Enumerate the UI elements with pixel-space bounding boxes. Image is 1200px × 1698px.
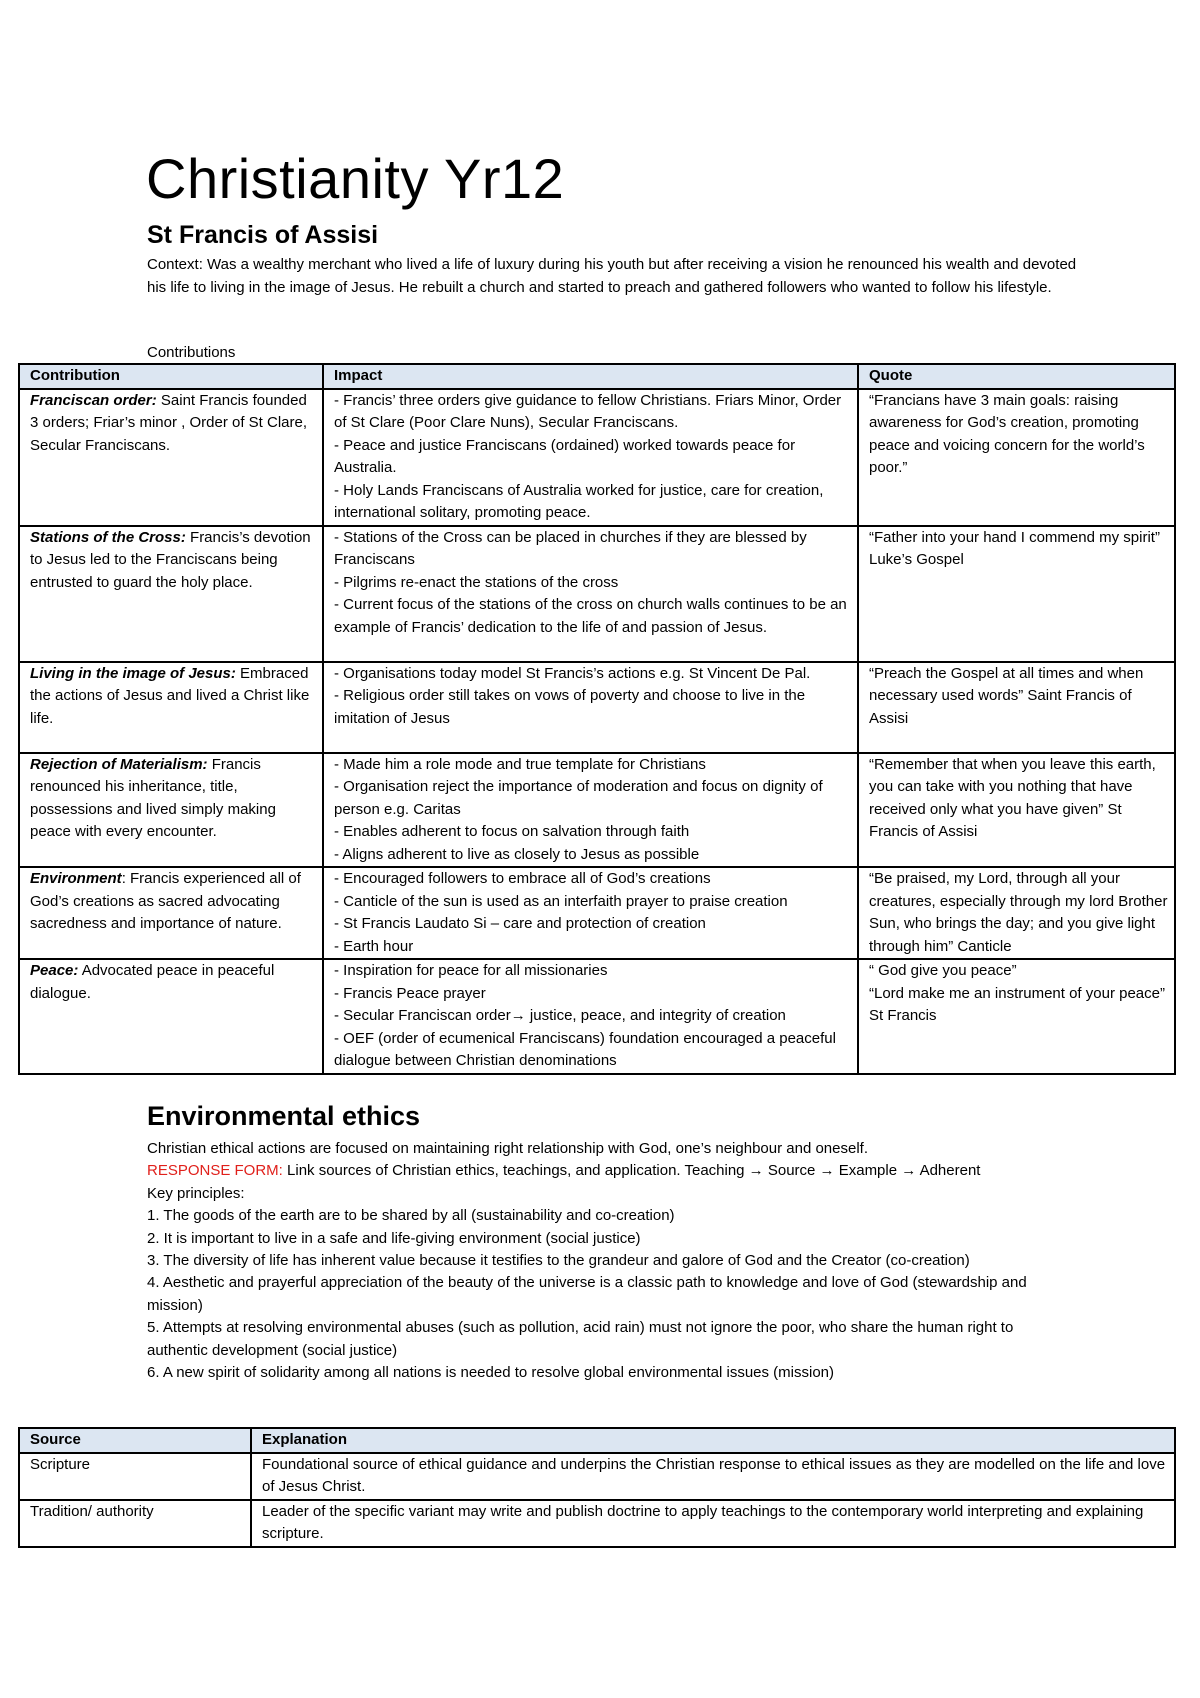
contribution-cell (19, 526, 323, 662)
key-principles-label: Key principles: (147, 1184, 245, 1202)
impact-line: - Organisation reject the importance of moderation and focus on dignity of person e.g. Caritas (334, 778, 823, 818)
quote-line: “Remember that when you leave this earth, you can take with you nothing that have received only what you have given” St Francis of Assisi (869, 755, 1156, 840)
impact-cell (323, 662, 858, 753)
table-row (19, 526, 1175, 662)
impact-cell (323, 959, 858, 1074)
response-form-line (147, 1160, 1077, 1182)
contribution-lead: Peace: (30, 962, 79, 979)
contribution-lead: Environment (30, 870, 122, 887)
section-title-environmental-ethics: Environmental ethics (147, 1101, 421, 1131)
contribution-text: : Francis experienced all of God’s creations as sacred advocating sacredness and importance of nature. (30, 870, 301, 932)
contributions-label: Contributions (147, 344, 236, 361)
impact-line: - Pilgrims re-enact the stations of the cross (334, 573, 619, 591)
contribution-text: Advocated peace in peaceful dialogue. (30, 962, 275, 1002)
contribution-lead: Living in the image of Jesus: (30, 664, 236, 682)
context-paragraph: Context: Was a wealthy merchant who lived a life of luxury during his youth but after receiving a vision he renounced his wealth and devoted his life to living in the image of Jesus. He rebuilt a church and started to preach and gathered followers who wanted to follow his lifestyle. (147, 256, 1077, 296)
impact-line: - Francis’ three orders give guidance to fellow Christians. Friars Minor, Order of St Clare (Poor Clare Nuns), Secular Franciscans. (334, 391, 842, 431)
environmental-ethics-body (147, 1138, 1077, 1384)
table-header-row (19, 364, 1175, 389)
impact-cell (323, 389, 858, 526)
header-contribution: Contribution (19, 364, 323, 389)
quote-cell (858, 526, 1175, 662)
contribution-cell (19, 753, 323, 868)
contribution-text: Saint Francis founded 3 orders; Friar’s minor , Order of St Clare, Secular Franciscans. (30, 391, 308, 454)
table-row (19, 662, 1175, 753)
contribution-lead: Franciscan order: (30, 391, 157, 409)
contributions-table (18, 363, 1176, 1075)
source-table (18, 1427, 1176, 1548)
impact-cell (323, 526, 858, 662)
response-form-text: Link sources of Christian ethics, teachings, and application. Teaching → Source → Example → Adherent (282, 1162, 981, 1180)
impact-line: - Peace and justice Franciscans (ordained) worked towards peace for Australia. (334, 436, 796, 476)
principle-item: 6. A new spirit of solidarity among all nations is needed to resolve global environmental issues (mission) (147, 1364, 835, 1382)
header-source: Source (19, 1428, 251, 1453)
intro-text: Christian ethical actions are focused on maintaining right relationship with God, one’s neighbour and oneself. (147, 1140, 868, 1157)
quote-line: “ God give you peace” (869, 962, 1017, 979)
principle-item: 1. The goods of the earth are to be shared by all (sustainability and co-creation) (147, 1207, 675, 1225)
table-row (19, 1453, 1175, 1500)
impact-line: - Organisations today model St Francis’s actions e.g. St Vincent De Pal. (334, 664, 811, 682)
impact-cell (323, 867, 858, 959)
quote-line: “Preach the Gospel at all times and when necessary used words” Saint Francis of Assisi (869, 664, 1144, 727)
quote-cell (858, 959, 1175, 1074)
contribution-text: Francis renounced his inheritance, title, possessions and lived simply making peace with every encounter. (30, 755, 276, 840)
impact-line: - St Francis Laudato Si – care and protection of creation (334, 915, 706, 932)
impact-line: - Current focus of the stations of the cross on church walls continues to be an example of Francis’ dedication to the life of and passion of Jesus. (334, 596, 847, 636)
quote-line: “Be praised, my Lord, through all your creatures, especially through my lord Brother Sun, who brings the day; and you give light through him” Canticle (869, 870, 1168, 955)
impact-line: - Enables adherent to focus on salvation through faith (334, 823, 690, 840)
contribution-lead: Stations of the Cross: (30, 528, 186, 546)
impact-line: - Religious order still takes on vows of poverty and choose to live in the imitation of Jesus (334, 687, 806, 727)
table-row (19, 1500, 1175, 1547)
source-cell: Tradition/ authority (19, 1500, 251, 1547)
contribution-lead: Rejection of Materialism: (30, 755, 208, 773)
contribution-cell (19, 389, 323, 526)
impact-line: - Stations of the Cross can be placed in churches if they are blessed by Franciscans (334, 528, 807, 568)
impact-line: - Canticle of the sun is used as an interfaith prayer to praise creation (334, 892, 788, 910)
impact-line: - Francis Peace prayer (334, 984, 486, 1002)
impact-line: - Inspiration for peace for all missionaries (334, 962, 608, 979)
impact-line: - Made him a role mode and true template for Christians (334, 755, 706, 773)
contribution-cell (19, 867, 323, 959)
explanation-cell: Leader of the specific variant may write and publish doctrine to apply teachings to the contemporary world interpreting and explaining scripture. (251, 1500, 1175, 1547)
quote-cell (858, 389, 1175, 526)
response-form-label: RESPONSE FORM: (147, 1162, 283, 1180)
quote-line: “Francians have 3 main goals: raising awareness for God’s creation, promoting peace and voicing concern for the world’s poor.” (869, 391, 1145, 476)
impact-line: - Secular Franciscan order→ justice, peace, and integrity of creation (334, 1007, 786, 1024)
quote-line: “Lord make me an instrument of your peace” St Francis (869, 984, 1165, 1024)
page-title: Christianity Yr12 (146, 147, 565, 210)
source-cell: Scripture (19, 1453, 251, 1500)
principle-item: 2. It is important to live in a safe and life-giving environment (social justice) (147, 1229, 641, 1247)
impact-line: - OEF (order of ecumenical Franciscans) foundation encouraged a peaceful dialogue between Christian denominations (334, 1029, 836, 1069)
table-row (19, 389, 1175, 526)
contribution-cell (19, 959, 323, 1074)
explanation-cell: Foundational source of ethical guidance and underpins the Christian response to ethical issues as they are modelled on the life and love of Jesus Christ. (251, 1453, 1175, 1500)
impact-line: - Earth hour (334, 937, 414, 955)
header-impact: Impact (323, 364, 858, 389)
header-quote: Quote (858, 364, 1175, 389)
contribution-cell (19, 662, 323, 753)
impact-line: - Encouraged followers to embrace all of God’s creations (334, 870, 711, 887)
contribution-text: Francis’s devotion to Jesus led to the Franciscans being entrusted to guard the holy place. (30, 528, 311, 591)
impact-cell (323, 753, 858, 868)
quote-cell (858, 867, 1175, 959)
table-header-row (19, 1428, 1175, 1453)
principle-item: 3. The diversity of life has inherent value because it testifies to the grandeur and galore of God and the Creator (co-creation) (147, 1252, 970, 1270)
table-row (19, 959, 1175, 1074)
contribution-text: Embraced the actions of Jesus and lived a Christ like life. (30, 664, 310, 727)
principle-item: 4. Aesthetic and prayerful appreciation of the beauty of the universe is a classic path to knowledge and love of God (stewardship and mission) (147, 1274, 1027, 1314)
quote-line: “Father into your hand I commend my spirit” Luke’s Gospel (869, 528, 1160, 568)
header-explanation: Explanation (251, 1428, 1175, 1453)
impact-line: - Aligns adherent to live as closely to Jesus as possible (334, 845, 700, 863)
quote-cell (858, 662, 1175, 753)
principle-item: 5. Attempts at resolving environmental abuses (such as pollution, acid rain) must not ignore the poor, who share the human right to authentic development (social justice) (147, 1319, 1014, 1359)
table-row (19, 753, 1175, 868)
section-title-st-francis: St Francis of Assisi (147, 221, 379, 249)
quote-cell (858, 753, 1175, 868)
impact-line: - Holy Lands Franciscans of Australia worked for justice, care for creation, international solitary, promoting peace. (334, 481, 824, 521)
table-row (19, 867, 1175, 959)
